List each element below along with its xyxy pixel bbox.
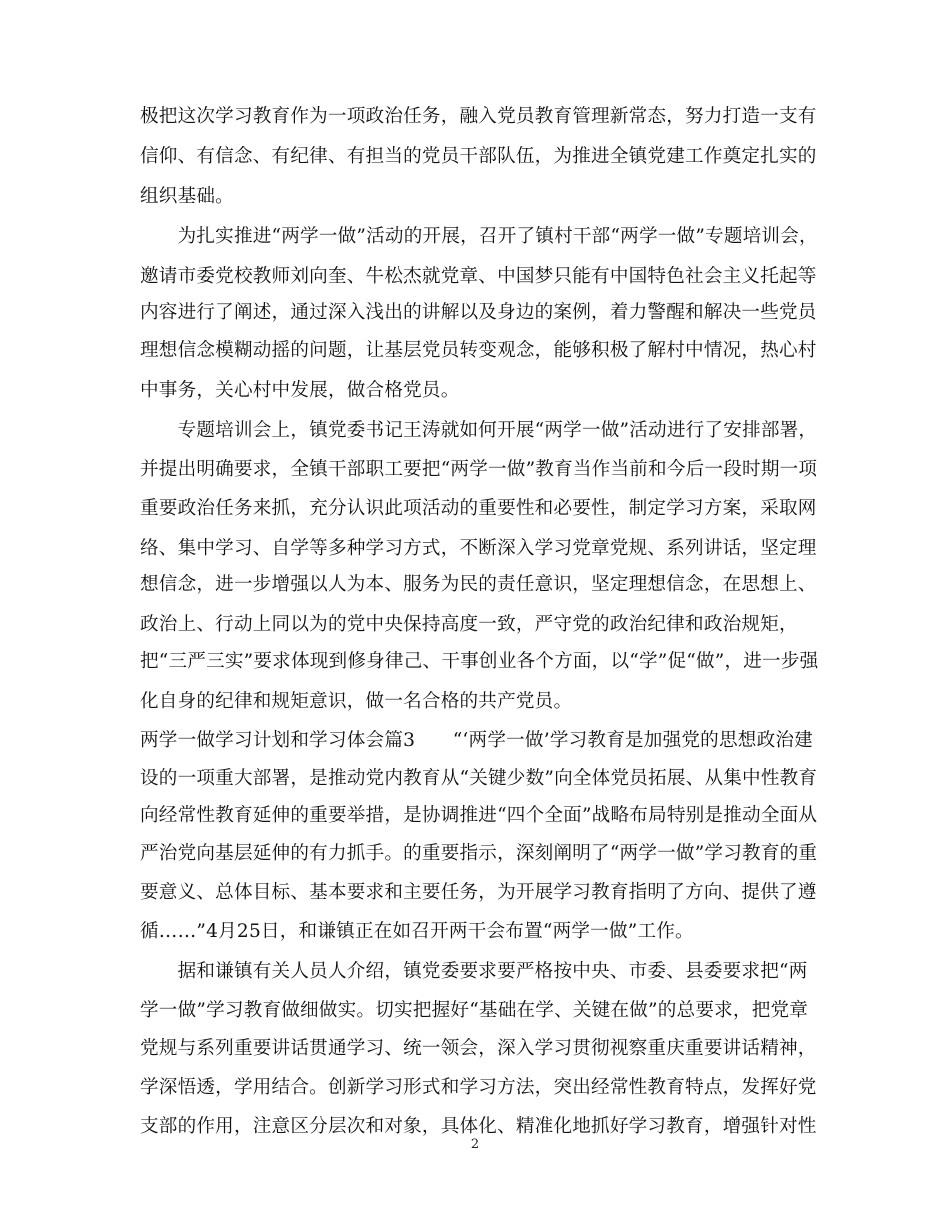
text-line: 据和谦镇有关人员人介绍，镇党委要求要严格按中央、市委、县委要求把“两 <box>140 961 808 982</box>
text-line: 内容进行了阐述，通过深入浅出的讲解以及身边的案例，着力警醒和解决一些党员 <box>140 302 817 323</box>
text-line: 并提出明确要求，全镇干部职工要把“两学一做”教育当作当前和今后一段时期一项 <box>140 459 818 480</box>
text-line: 邀请市委党校教师刘向奎、牛松杰就党章、中国梦只能有中国特色社会主义托起等 <box>140 266 817 287</box>
text-line: 学深悟透，学用结合。创新学习形式和学习方法，突出经常性教育特点，发挥好党 <box>140 1077 817 1098</box>
text-line: 向经常性教育延伸的重要举措，是协调推进“四个全面”战略布局特别是推动全面从 <box>140 805 818 826</box>
text-line: 重要政治任务来抓，充分认识此项活动的重要性和必要性，制定学习方案，采取网 <box>140 498 817 519</box>
text-line: 循……”4月25日，和谦镇正在如召开两干会布置“两学一做”工作。 <box>140 921 694 942</box>
text-line: 为扎实推进“两学一做”活动的开展，召开了镇村干部“两学一做”专题培训会， <box>140 226 818 247</box>
text-line: 学一做”学习教育做细做实。切实把握好“基础在学、关键在做”的总要求，把党章 <box>140 1000 809 1021</box>
text-line: 严治党向基层延伸的有力抓手。的重要指示，深刻阐明了“两学一做”学习教育的重 <box>140 843 818 864</box>
text-line: 设的一项重大部署，是推动党内教育从“关键少数”向全体党员拓展、从集中性教育 <box>140 768 818 789</box>
text-line: 信仰、有信念、有纪律、有担当的党员干部队伍，为推进全镇党建工作奠定扎实的 <box>140 146 817 167</box>
text-line: 理想信念模糊动摇的问题，让基层党员转变观念，能够积极了解村中情况，热心村 <box>140 340 817 361</box>
text-line: 支部的作用，注意区分层次和对象，具体化、精准化地抓好学习教育，增强针对性 <box>140 1116 817 1137</box>
text-line: 中事务，关心村中发展，做合格党员。 <box>140 380 460 401</box>
page-number: 2 <box>470 1137 480 1152</box>
section-heading-line: 两学一做学习计划和学习体会篇3 “‘两学一做’学习教育是加强党的思想政治建 <box>140 730 813 751</box>
text-line: 党规与系列重要讲话贯通学习、统一领会，深入学习贯彻视察重庆重要讲话精神， <box>140 1038 817 1059</box>
text-line: 组织基础。 <box>140 186 234 207</box>
text-line: 络、集中学习、自学等多种学习方式，不断深入学习党章党规、系列讲话，坚定理 <box>140 538 817 559</box>
text-line: 想信念，进一步增强以人为本、服务为民的责任意识，坚定理想信念，在思想上、 <box>140 574 817 595</box>
text-line: 要意义、总体目标、基本要求和主要任务，为开展学习教育指明了方向、提供了遵 <box>140 882 817 903</box>
text-line: 专题培训会上，镇党委书记王涛就如何开展“两学一做”活动进行了安排部署， <box>140 420 818 441</box>
text-line: 极把这次学习教育作为一项政治任务，融入党员教育管理新常态，努力打造一支有 <box>140 106 817 127</box>
text-line: 化自身的纪律和规矩意识，做一名合格的共产党员。 <box>140 691 573 712</box>
text-line: 政治上、行动上同以为的党中央保持高度一致，严守党的政治纪律和政治规矩， <box>140 614 798 635</box>
text-line: 把“三严三实”要求体现到修身律己、干事创业各个方面，以“学”促“做”，进一步强 <box>140 651 819 672</box>
